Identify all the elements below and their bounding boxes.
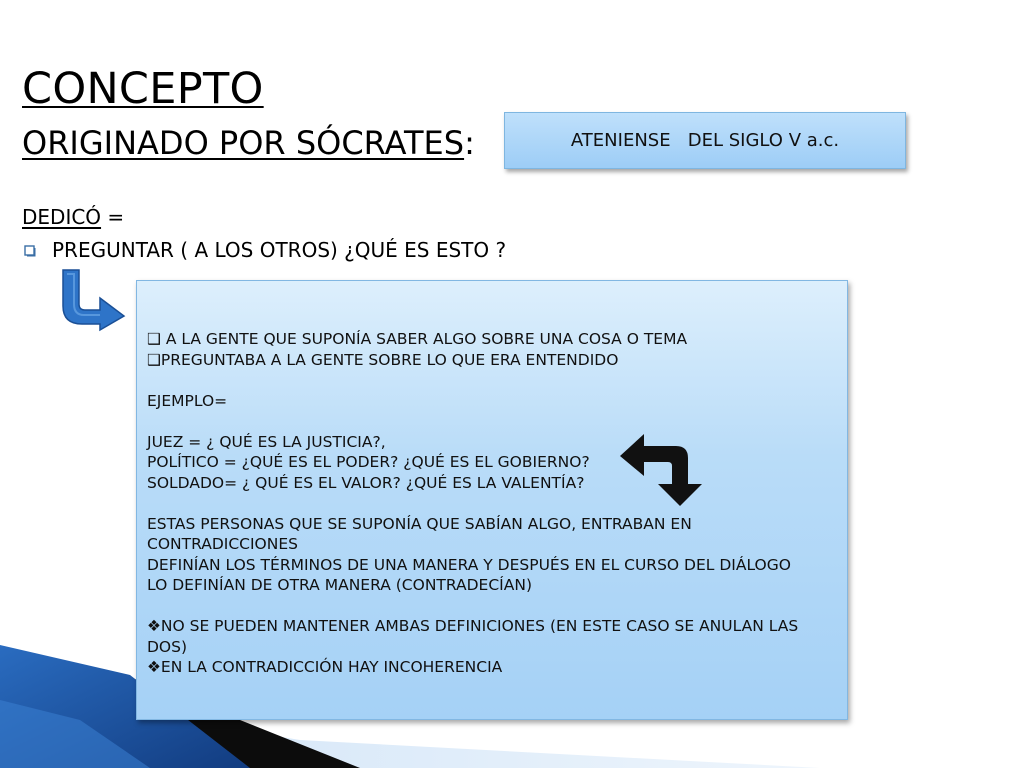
- box-line-16: DOS): [147, 637, 188, 656]
- callout-box: ATENIENSE DEL SIGLO V a.c.: [504, 112, 906, 169]
- dedico-word: DEDICÓ: [22, 205, 102, 229]
- box-line-9: [147, 493, 837, 514]
- box-text: [147, 329, 837, 678]
- subtitle-colon: :: [464, 124, 475, 162]
- subtitle-text: ORIGINADO POR SÓCRATES: [22, 124, 465, 162]
- box-line-17: ❖EN LA CONTRADICCIÓN HAY INCOHERENCIA: [147, 658, 503, 676]
- box-line-4: EJEMPLO=: [147, 391, 228, 410]
- slide-subtitle: [22, 120, 475, 166]
- dedico-equals: =: [101, 205, 125, 229]
- box-line-5: [147, 411, 837, 432]
- box-line-12: DEFINÍAN LOS TÉRMINOS DE UNA MANERA Y DESPUÉS EN EL CURSO DEL DIÁLOGO: [147, 555, 791, 574]
- hollow-square-bullet-icon: [24, 245, 36, 257]
- box-line-6: JUEZ = ¿ QUÉ ES LA JUSTICIA?,: [147, 432, 386, 451]
- bullet-preguntar: PREGUNTAR ( A LOS OTROS) ¿QUÉ ES ESTO ?: [52, 238, 507, 262]
- box-line-2: ❑PREGUNTABA A LA GENTE SOBRE LO QUE ERA ENTENDIDO: [147, 350, 619, 369]
- dedico-label: [22, 203, 124, 231]
- slide-title: CONCEPTO: [22, 64, 264, 114]
- box-line-1: ❑ A LA GENTE QUE SUPONÍA SABER ALGO SOBRE UNA COSA O TEMA: [147, 330, 688, 348]
- box-line-14: [147, 596, 837, 617]
- box-line-3: [147, 370, 837, 391]
- box-line-7: POLÍTICO = ¿QUÉ ES EL PODER? ¿QUÉ ES EL GOBIERNO?: [147, 453, 590, 471]
- box-line-11: CONTRADICCIONES: [147, 535, 298, 553]
- blue-bent-arrow-icon: [58, 268, 128, 332]
- black-split-arrow-icon: [618, 432, 706, 508]
- box-line-15: ❖NO SE PUEDEN MANTENER AMBAS DEFINICIONES (EN ESTE CASO SE ANULAN LAS: [147, 617, 799, 635]
- main-content-box: [136, 280, 848, 720]
- box-line-8: SOLDADO= ¿ QUÉ ES EL VALOR? ¿QUÉ ES LA VALENTÍA?: [147, 473, 585, 492]
- box-line-13: LO DEFINÍAN DE OTRA MANERA (CONTRADECÍAN): [147, 576, 532, 594]
- box-line-10: ESTAS PERSONAS QUE SE SUPONÍA QUE SABÍAN ALGO, ENTRABAN EN: [147, 514, 692, 533]
